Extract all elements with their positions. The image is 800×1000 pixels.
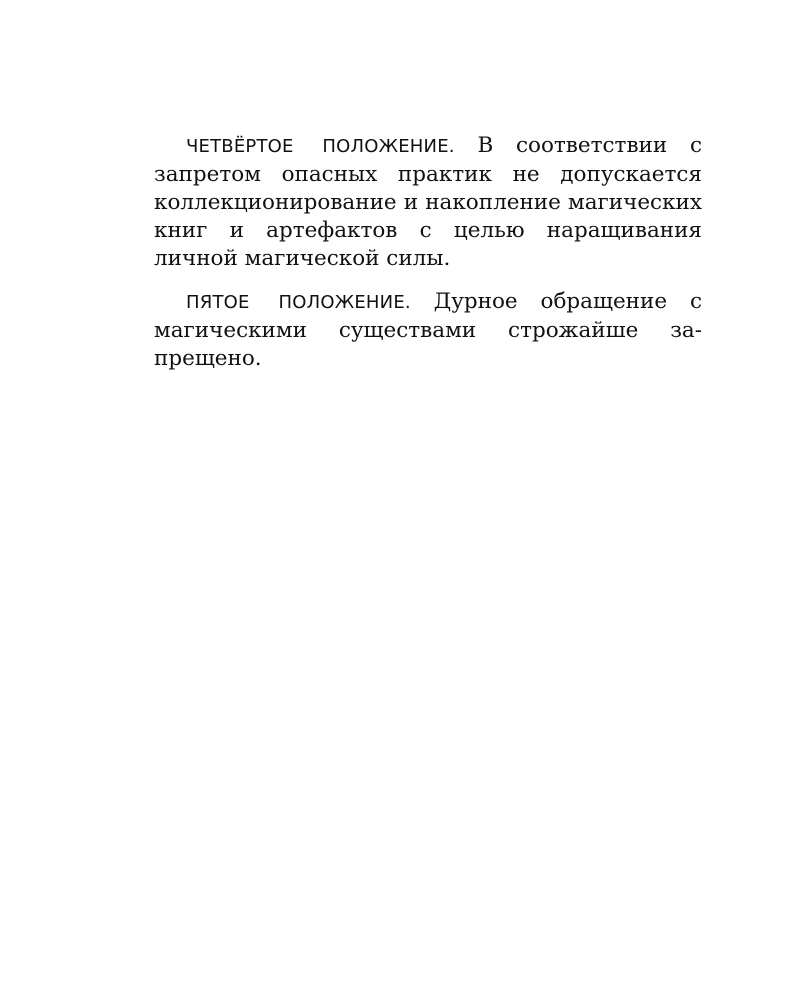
provision-heading: ПЯТОЕ ПОЛОЖЕНИЕ. xyxy=(186,292,411,313)
provision-text: Дурное обращение с магическими существами строжайше запрещено. xyxy=(154,289,702,371)
paragraph-fifth-provision xyxy=(154,288,702,373)
document-body xyxy=(154,132,702,373)
paragraph-fourth-provision xyxy=(154,132,702,273)
provision-heading: ЧЕТВЁРТОЕ ПОЛОЖЕНИЕ. xyxy=(186,136,455,157)
provision-text: В соответствии с запретом опасных практик не допускается коллекционирование и накопление магических книг и артефактов с целью наращивания личной магической силы. xyxy=(154,133,702,271)
